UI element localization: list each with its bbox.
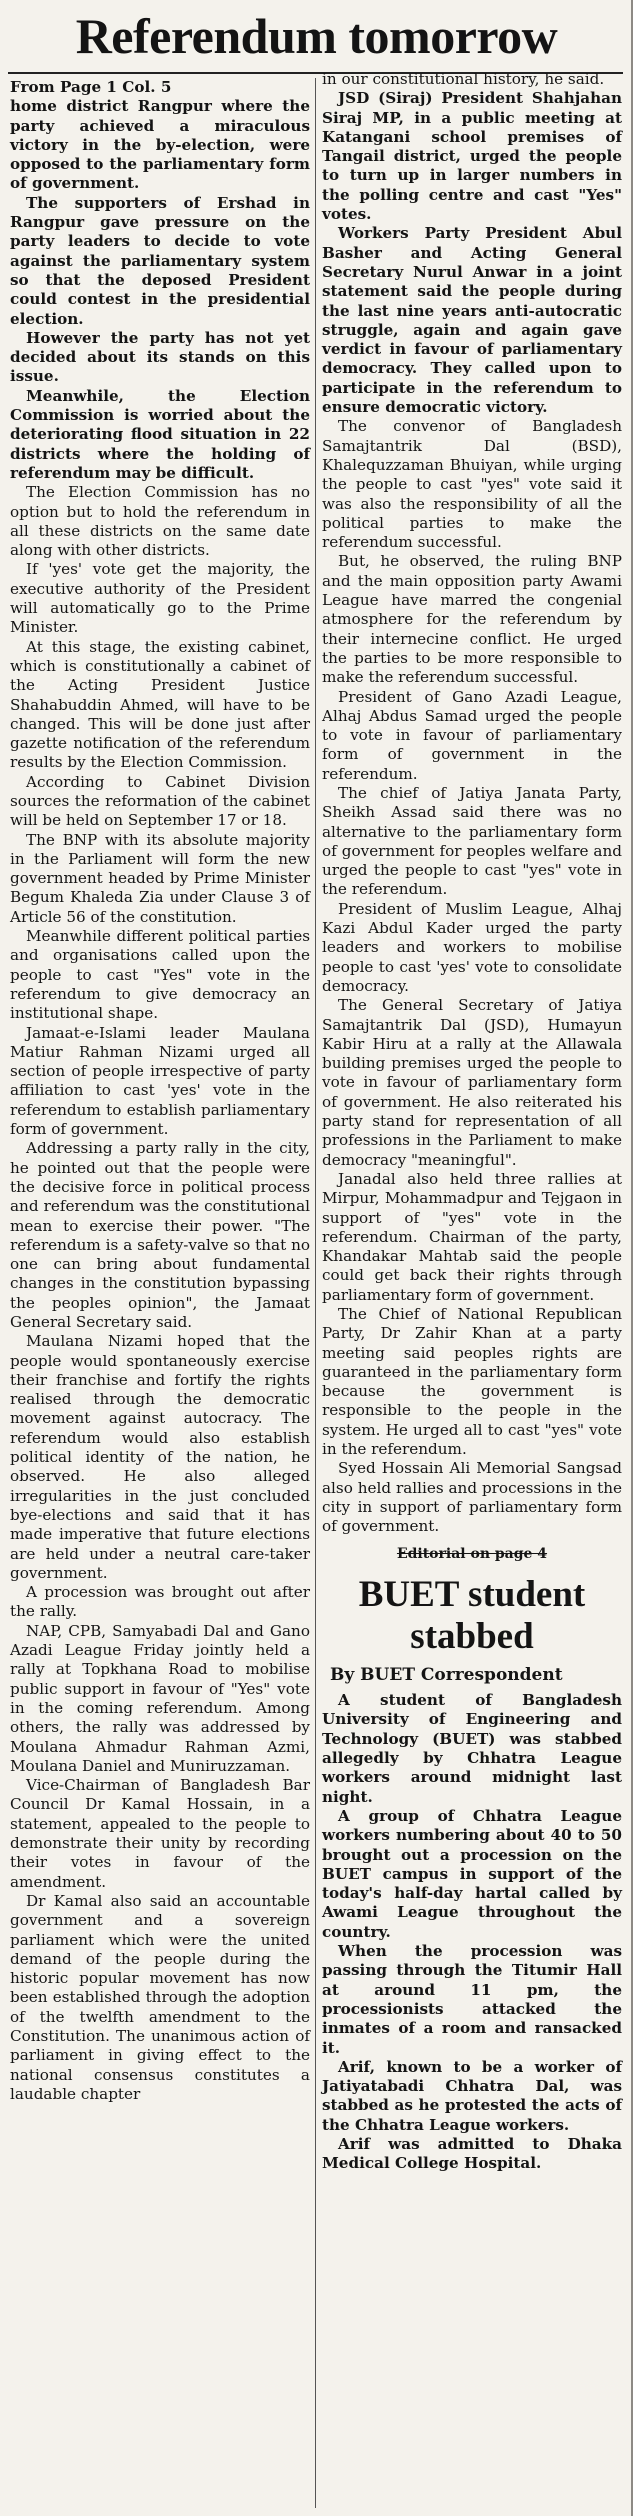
left-paragraph: At this stage, the existing cabinet, which is constitutionally a cabinet of the Acting President Justice Shahabuddin Ahmed, will have to be changed. This will be done just after gazette notification of the referendum results by the Election Commission. <box>10 637 310 772</box>
left-paragraph: According to Cabinet Division sources the reformation of the cabinet will be held on September 17 or 18. <box>10 772 310 830</box>
byline: By BUET Correspondent <box>330 1664 563 1685</box>
right-paragraph: in our constitutional history, he said. <box>322 70 605 88</box>
right-paragraph: The convenor of Bangladesh Samajtantrik Dal (BSD), Khalequzzaman Bhuiyan, while urging the people to cast "yes" vote said it was also the responsibility of all the political parties to make the referendum successful. <box>322 417 622 552</box>
right-paragraph: The General Secretary of Jatiya Samajtantrik Dal (JSD), Humayun Kabir Hiru at a rally at the Allawala building premises urged the people to vote in favour of parliamentary form of government. He also reiterated his party stand for representation of all professions in the Parliament to make democracy "meaningful". <box>322 996 622 1169</box>
left-paragraph: The BNP with its absolute majority in the Parliament will form the new government headed by Prime Minister Begum Khaleda Zia under Clause 3 of Article 56 of the constitution. <box>10 830 310 926</box>
second-story-paragraph: Arif was admitted to Dhaka Medical College Hospital. <box>322 2134 622 2173</box>
column-rule <box>315 78 316 2508</box>
left-paragraph: Addressing a party rally in the city, he pointed out that the people were the decisive force in political process and referendum was the constitutional mean to exercise their power. "The referendum is a safety-valve so that no one can bring about fundamental changes in the constitution bypassing the peoples opinion", the Jamaat General Secretary said. <box>10 1139 310 1331</box>
right-paragraph: Workers Party President Abul Basher and Acting General Secretary Nurul Anwar in a joint statement said the people during the last nine years anti-autocratic struggle, again and again gave verdict in favour of parliamentary democracy. They called upon to participate in the referendum to ensure democratic victory. <box>322 224 622 417</box>
left-paragraph: The supporters of Ershad in Rangpur gave pressure on the party leaders to decide to vote against the parliamentary system so that the deposed President could contest in the presidential election. <box>10 193 310 328</box>
continued-note: Editorial on page 4 <box>396 1545 548 1562</box>
right-paragraph: But, he observed, the ruling BNP and the main opposition party Awami League have marred the congenial atmosphere for the referendum by their internecine conflict. He urged the parties to be more responsible to make the referendum successful. <box>322 552 622 687</box>
left-paragraph: Jamaat-e-Islami leader Maulana Matiur Rahman Nizami urged all section of people irrespective of party affiliation to cast 'yes' vote in the referendum to establish parliamentary form of government. <box>10 1023 310 1139</box>
second-story-paragraph: A group of Chhatra League workers numbering about 40 to 50 brought out a procession on the BUET campus in support of the today's half-day hartal called by Awami League throughout the country. <box>322 1806 622 1941</box>
left-paragraph: NAP, CPB, Samyabadi Dal and Gano Azadi League Friday jointly held a rally at Topkhana Road to mobilise public support in favour of "Yes" vote in the coming referendum. Among others, the rally was addressed by Moulana Ahmadur Rahman Azmi, Moulana Daniel and Muniruzzaman. <box>10 1621 310 1775</box>
left-paragraph: Meanwhile, the Election Commission is worried about the deteriorating flood situation in 22 districts where the holding of referendum may be difficult. <box>10 386 310 482</box>
right-paragraph: President of Muslim League, Alhaj Kazi Abdul Kader urged the party leaders and workers to mobilise people to cast 'yes' vote to consolidate democracy. <box>322 899 622 995</box>
left-paragraph: Meanwhile different political parties and organisations called upon the people to cast "Yes" vote in the referendum to give democracy an institutional shape. <box>10 927 310 1023</box>
second-story-paragraph: A student of Bangladesh University of Engineering and Technology (BUET) was stabbed allegedly by Chhatra League workers around midnight last night. <box>322 1691 622 1806</box>
right-paragraph: The Chief of National Republican Party, Dr Zahir Khan at a party meeting said peoples rights are guaranteed in the parliamentary form because the government is responsible to the people in the system. He urged all to cast "yes" vote in the referendum. <box>322 1305 622 1459</box>
right-paragraph: JSD (Siraj) President Shahjahan Siraj MP, in a public meeting at Katangani school premises of Tangail district, urged the people to turn up in larger numbers in the polling centre and cast "Yes" votes. <box>322 89 622 224</box>
left-paragraph: If 'yes' vote get the majority, the executive authority of the President will automatically go to the Prime Minister. <box>10 560 310 637</box>
left-paragraph: However the party has not yet decided about its stands on this issue. <box>10 328 310 386</box>
jump-line: From Page 1 Col. 5 <box>10 78 172 96</box>
right-paragraph: President of Gano Azadi League, Alhaj Abdus Samad urged the people to vote in favour of parliamentary form of government in the referendum. <box>322 687 622 783</box>
left-paragraph: Dr Kamal also said an accountable government and a sovereign parliament which were the united demand of the people during the historic popular movement has now been established through the adoption of the twelfth amendment to the Constitution. The unanimous action of parliament in giving effect to the national consensus constitutes a laudable chapter <box>10 1891 310 2103</box>
right-paragraph: Syed Hossain Ali Memorial Sangsad also held rallies and processions in the city in support of parliamentary form of government. <box>322 1459 622 1536</box>
right-paragraph: Janadal also held three rallies at Mirpur, Mohammadpur and Tejgaon in support of "yes" vote in the referendum. Chairman of the party, Khandakar Mahtab said the people could get back their rights through parliamentary form of government. <box>322 1169 622 1304</box>
main-headline: Referendum tomorrow <box>75 8 558 64</box>
left-paragraph: Maulana Nizami hoped that the people would spontaneously exercise their franchise and fortify the rights realised through the democratic movement against autocracy. The referendum would also establish political identity of the nation, he observed. He also alleged irregularities in the just concluded bye-elections and said that it has made imperative that future elections are held under a neutral care-taker government. <box>10 1332 310 1582</box>
left-paragraph: A procession was brought out after the rally. <box>10 1583 310 1621</box>
left-paragraph: home district Rangpur where the party achieved a miraculous victory in the by-election, were opposed to the parliamentary form of government. <box>10 97 310 193</box>
second-story-paragraph: Arif, known to be a worker of Jatiyatabadi Chhatra Dal, was stabbed as he protested the acts of the Chhatra League workers. <box>322 2057 622 2134</box>
second-story-paragraph: When the procession was passing through the Titumir Hall at around 11 pm, the processionists attacked the inmates of a room and ransacked it. <box>322 1942 622 2057</box>
left-paragraph: Vice-Chairman of Bangladesh Bar Council Dr Kamal Hossain, in a statement, appealed to the people to demonstrate their unity by recording their votes in favour of the amendment. <box>10 1776 310 1891</box>
left-column <box>10 78 310 2104</box>
left-paragraph: The Election Commission has no option but to hold the referendum in all these districts on the same date along with other districts. <box>10 483 310 560</box>
second-story-headline: BUET student stabbed <box>358 1573 586 1657</box>
right-paragraph: The chief of Jatiya Janata Party, Sheikh Assad said there was no alternative to the parliamentary form of government for peoples welfare and urged the people to cast "yes" vote in the referendum. <box>322 783 622 899</box>
right-column <box>322 70 622 2174</box>
